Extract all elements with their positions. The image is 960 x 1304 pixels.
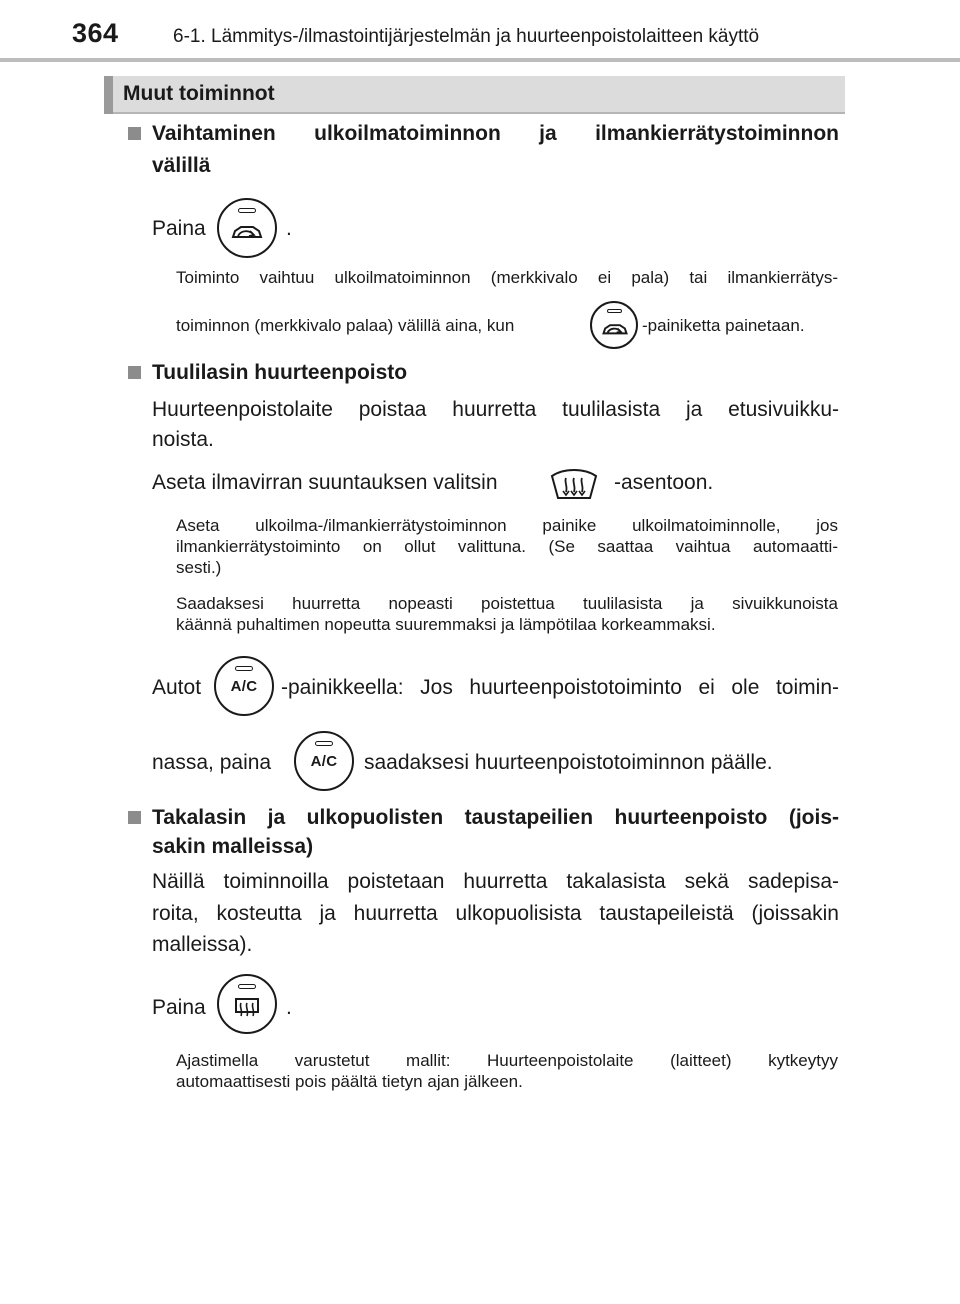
rear-defogger-button-icon (217, 974, 277, 1034)
ac-button-icon (214, 656, 274, 716)
dial-text-end: -asentoon. (614, 471, 714, 494)
bullet-square (128, 811, 141, 824)
section-heading-bar (104, 76, 845, 114)
note2-line2: käännä puhaltimen nopeutta suuremmaksi ja lämpötilaa korkeammaksi. (176, 615, 716, 634)
recirc-heading-line1: Vaihtaminen ulkoilmatoiminnon ja ilmankierrätystoiminnon (152, 122, 839, 145)
rear-window-heat-icon (219, 976, 275, 1032)
bullet-square (128, 366, 141, 379)
note1-line3: sesti.) (176, 558, 222, 577)
recirc-heading-line2: välillä (152, 154, 211, 177)
rear-heading-line1: Takalasin ja ulkopuolisten taustapeilien huurteenpoisto (jois- (152, 806, 839, 829)
rear-note-line1: Ajastimella varustetut mallit: Huurteenpoistolaite (laitteet) kytkeytyy (176, 1051, 838, 1070)
recirc-note-line2-end: -painiketta painetaan. (642, 316, 805, 335)
rear-body-line1: Näillä toiminnoilla poistetaan huurretta takalasista sekä sadepisa- (152, 870, 839, 893)
rear-note-line2: automaattisesti pois päältä tietyn ajan jälkeen. (176, 1072, 523, 1091)
windshield-heading: Tuulilasin huurteenpoisto (152, 361, 408, 384)
car-recirc-arrow-icon (592, 303, 638, 349)
section-title: Muut toiminnot (123, 82, 275, 105)
recirc-press-period: . (286, 217, 292, 240)
recirc-press-text: Paina (152, 217, 206, 240)
page-number: 364 (72, 18, 119, 48)
note1-line2: ilmankierrätystoiminto on ollut valittuna. (Se saattaa vaihtua automaatti- (176, 537, 838, 556)
recirculation-button-icon-small (590, 301, 638, 349)
ac-label: A/C (230, 678, 258, 695)
car-recirc-arrow-icon (219, 200, 275, 256)
recirc-note-line1: Toiminto vaihtuu ulkoilmatoiminnon (merkkivalo ei pala) tai ilmankierrätys- (176, 268, 838, 287)
rear-body-line3: malleissa). (152, 933, 253, 956)
rear-press-period: . (286, 996, 292, 1019)
windshield-body-line1: Huurteenpoistolaite poistaa huurretta tuulilasista ja etusivuikku- (152, 398, 839, 421)
ac-button-icon (294, 731, 354, 791)
note2-line1: Saadaksesi huurretta nopeasti poistettua tuulilasista ja sivuikkunoista (176, 594, 838, 613)
section-accent (104, 76, 113, 114)
indicator-light-icon (315, 741, 333, 746)
recirc-note-line2-start: toiminnon (merkkivalo palaa) välillä aina, kun (176, 316, 515, 335)
recirculation-button-icon (217, 198, 277, 258)
note1-line1: Aseta ulkoilma-/ilmankierrätystoiminnon painike ulkoilmatoiminnolle, jos (176, 516, 838, 535)
ac-line2-end: saadaksesi huurteenpoistotoiminnon päälle. (364, 751, 773, 774)
rear-body-line2: roita, kosteutta ja huurretta ulkopuolisista taustapeileistä (joissakin (152, 902, 839, 925)
windshield-defroster-icon (548, 464, 600, 504)
dial-text-start: Aseta ilmavirran suuntauksen valitsin (152, 471, 498, 494)
ac-line1-start: Autot (152, 676, 202, 699)
indicator-light-icon (235, 666, 253, 671)
windshield-body-line2: noista. (152, 428, 214, 451)
bullet-square (128, 127, 141, 140)
ac-line2-start: nassa, paina (152, 751, 272, 774)
rear-press-text: Paina (152, 996, 206, 1019)
ac-label: A/C (310, 753, 338, 770)
chapter-title: 6-1. Lämmitys-/ilmastointijärjestelmän ja huurteenpoistolaitteen käyttö (173, 26, 760, 47)
rear-heading-line2: sakin malleissa) (152, 835, 314, 858)
header-divider (0, 58, 960, 62)
ac-line1-end: -painikkeella: Jos huurteenpoistotoiminto ei ole toimin- (281, 676, 839, 699)
